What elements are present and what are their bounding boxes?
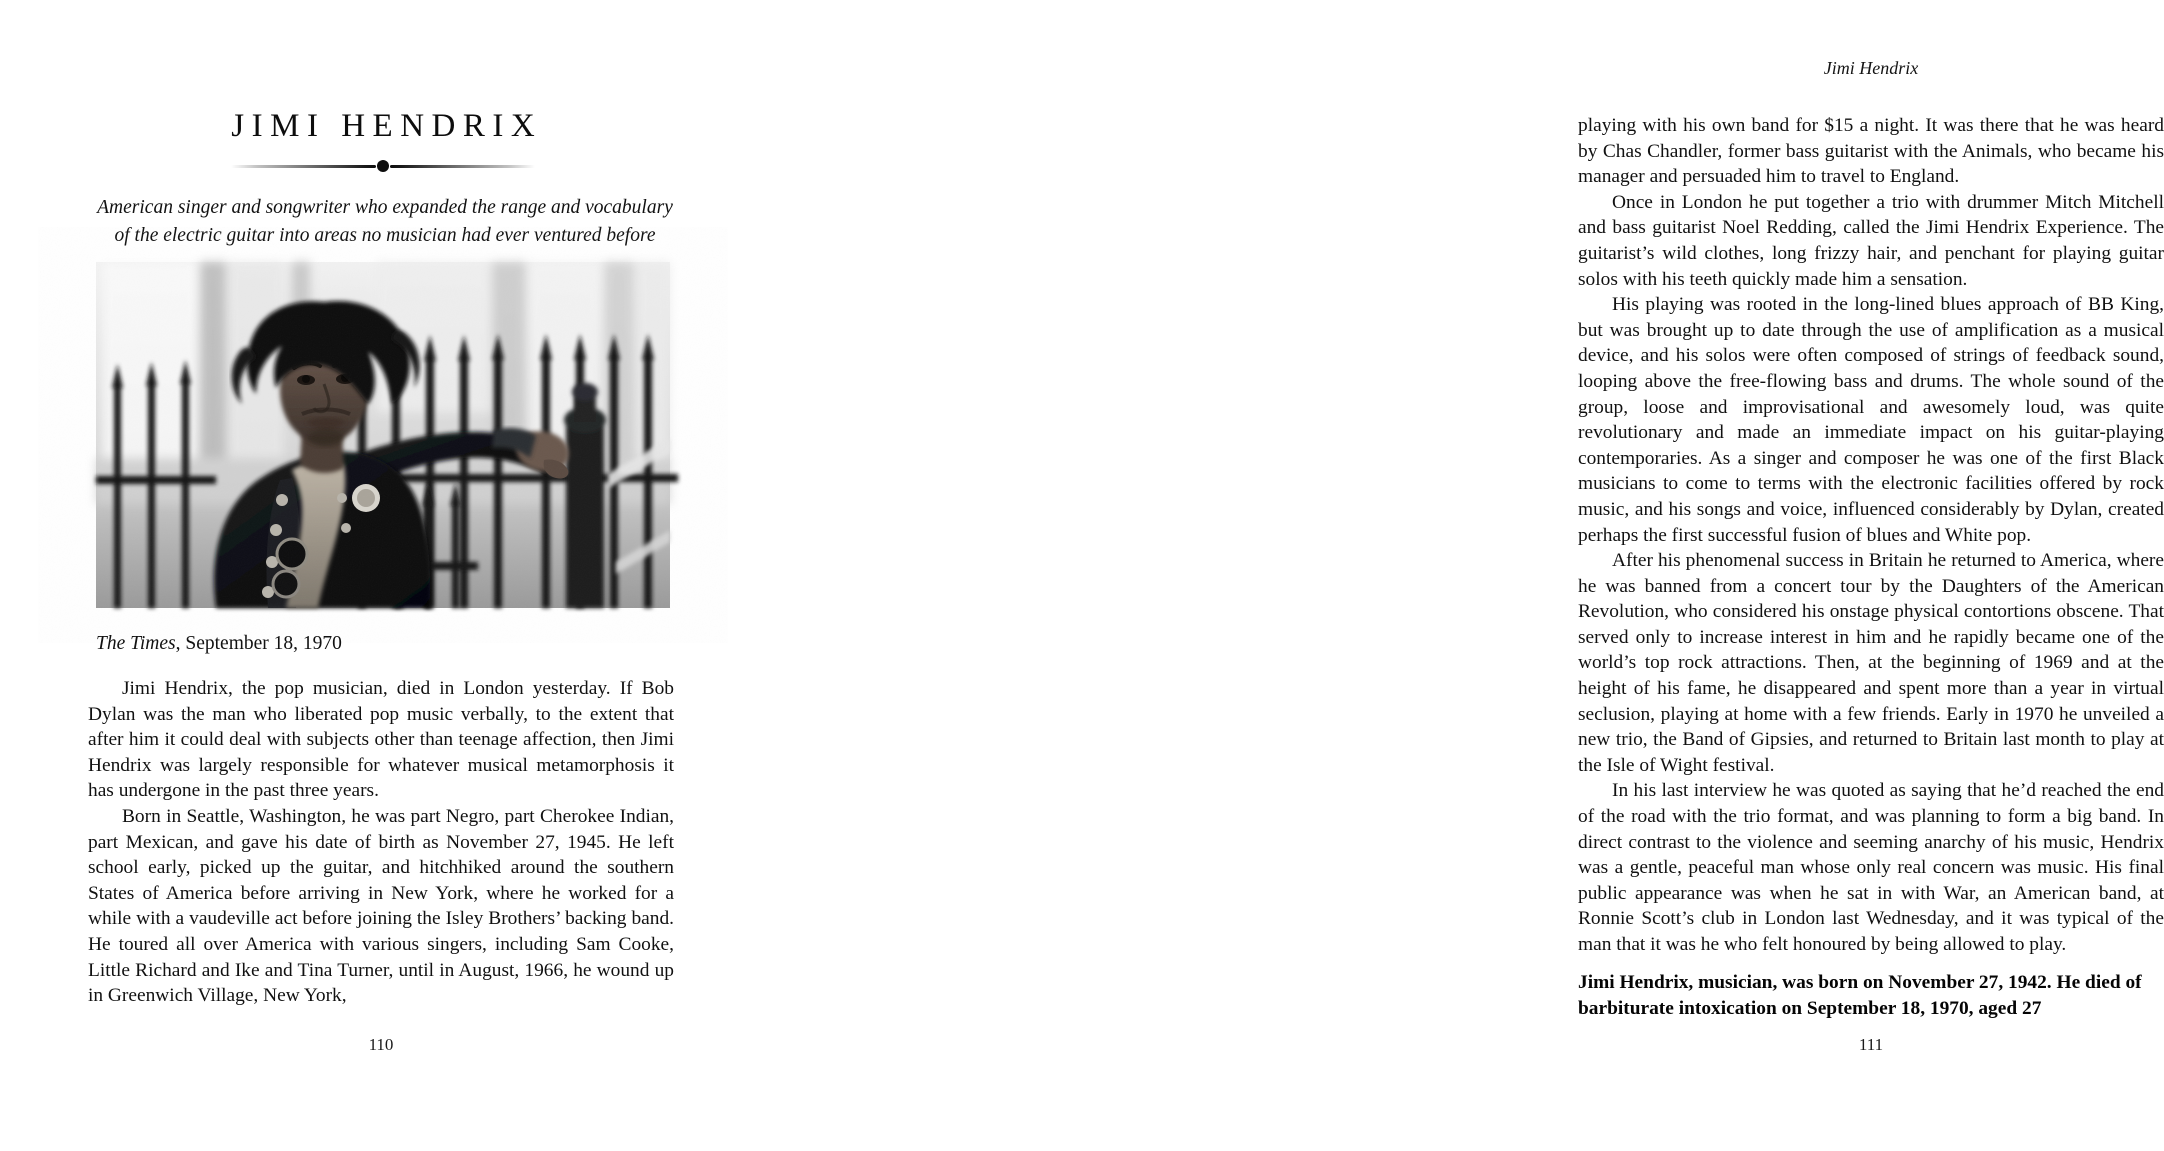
- ornament-rule-left: [231, 165, 376, 168]
- paragraph: playing with his own band for $15 a night. It was there that he was heard by Chas Chandler, former bass guitarist with the Animals, who became his manager and persuaded him to travel to England.: [1578, 115, 2164, 188]
- ornament-rule-right: [390, 165, 535, 168]
- page-title: JIMI HENDRIX: [231, 108, 543, 144]
- paragraph: His playing was rooted in the long-lined blues approach of BB King, but was brought up to date through the use of amplification as a musical device, and his solos were often composed of strings of feedback sound, looping above the free-flowing bass and drums. The whole sound of the group, loose and improvisational and awesomely loud, was quite revolutionary and made an immediate impact on his guitar-playing contemporaries. As a singer and composer he was one of the first Black musicians to come to terms with the electronic facilities offered by rock music, and his songs and voice, influenced considerably by Dylan, created perhaps the first successful fusion of blues and White pop.: [1578, 294, 2164, 546]
- paragraph: Born in Seattle, Washington, he was part Negro, part Cherokee Indian, part Mexican, and gave his date of birth as November 27, 1945. He left school early, picked up the guitar, and hitchhiked around the southern States of America before arriving in New York, where he worked for a while with a vaudeville act before joining the Isley Brothers’ backing band. He toured all over America with various singers, including Sam Cooke, Little Richard and Ike and Tina Turner, until in August, 1966, he wound up in Greenwich Village, New York,: [88, 805, 674, 1007]
- right-page: [750, 0, 2164, 1151]
- right-body-column: [1578, 113, 2164, 958]
- photo-caption: [96, 631, 674, 656]
- portrait-photo: [96, 262, 670, 608]
- running-head: Jimi Hendrix: [1823, 58, 1919, 78]
- subtitle: American singer and songwriter who expanded the range and vocabulary of the electric guitar into areas no musician had ever ventured before: [97, 197, 673, 246]
- paragraph: Jimi Hendrix, the pop musician, died in London yesterday. If Bob Dylan was the man who liberated pop music verbally, to the extent that after him it could deal with subjects other than teenage affection, then Jimi Hendrix was largely responsible for whatever musical metamorphosis it has undergone in the past three years.: [88, 678, 674, 802]
- photo-caption-source: The Times: [96, 633, 176, 654]
- paragraph: Once in London he put together a trio with drummer Mitch Mitchell and bass guitarist Noel Redding, called the Jimi Hendrix Experience. The guitarist’s wild clothes, long frizzy hair, and penchant for playing guitar solos with his teeth quickly made him a sensation.: [1578, 191, 2164, 290]
- photo-caption-date: , September 18, 1970: [175, 633, 342, 654]
- paragraph: After his phenomenal success in Britain he returned to America, where he was banned from a concert tour by the Daughters of the American Revolution, who considered his onstage physical contortions obscene. That served only to increase interest in him and he rapidly became one of the world’s top rock attractions. Then, at the beginning of 1969 and at the height of his fame, he disappeared and spent more than a year in virtual seclusion, playing at home with a few friends. Early in 1970 he unveiled a new trio, the Band of Gipsies, and returned to Britain last month to play at the Isle of Wight festival.: [1578, 550, 2164, 776]
- closing-note: Jimi Hendrix, musician, was born on November 27, 1942. He died of barbiturate intoxication on September 18, 1970, aged 27: [1578, 972, 2142, 1019]
- ornament-dot-icon: [377, 160, 389, 172]
- left-body-column: [88, 676, 674, 1009]
- paragraph: In his last interview he was quoted as saying that he’d reached the end of the road with the trio format, and was planning to form a big band. In direct contrast to the violence and seeming anarchy of his music, Hendrix was a gentle, peaceful man whose only real concern was music. His final public appearance was when he sat in with War, an American band, at Ronnie Scott’s club in London last Wednesday, and it was typical of the man that it was he who felt honoured by being allowed to play.: [1578, 780, 2164, 955]
- left-page: [0, 0, 750, 1151]
- page-number-left: 110: [368, 1035, 394, 1054]
- ornament-divider: [96, 155, 670, 177]
- page-number-right: 111: [1858, 1035, 1884, 1054]
- portrait-photo-image: [96, 262, 670, 608]
